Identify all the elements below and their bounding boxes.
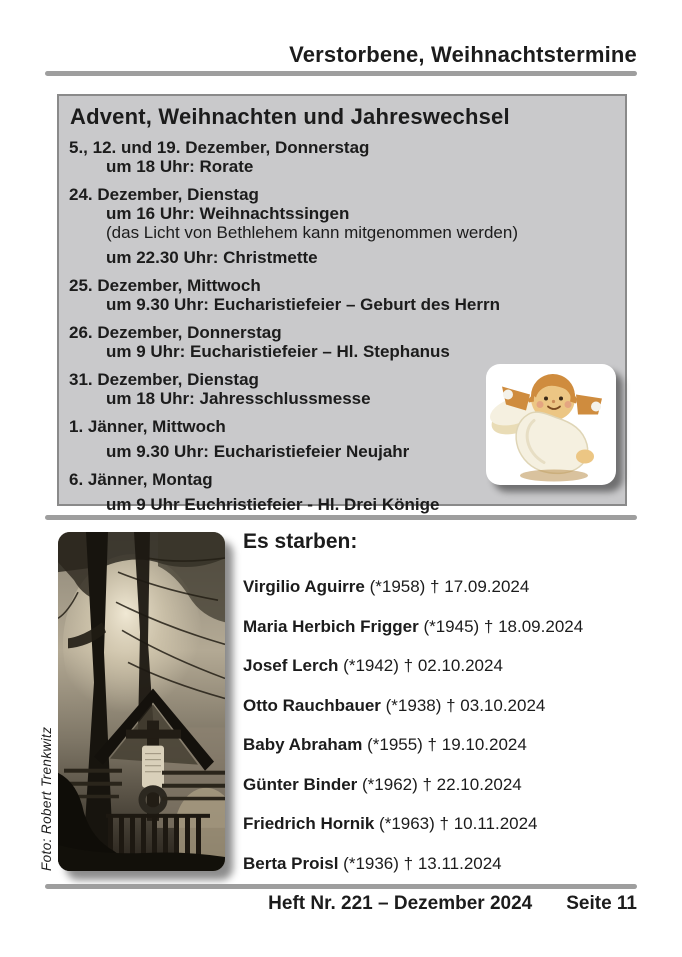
schedule-time-line: um 9 Uhr Euchristiefeier - Hl. Drei Könige (106, 495, 440, 514)
deceased-dates: (*1963) † 10.11.2024 (374, 814, 538, 833)
wayside-cross-photo-illustration (58, 532, 225, 871)
issue-label: Heft Nr. 221 – Dezember 2024 (268, 893, 533, 914)
deceased-dates: (*1955) † 19.10.2024 (362, 735, 527, 754)
photo-credit: Foto: Robert Trenkwitz (39, 726, 54, 871)
schedule-date: 24. Dezember, Dienstag (69, 185, 259, 204)
schedule-box-title: Advent, Weihnachten und Jahreswechsel (70, 104, 510, 129)
death-entry (243, 776, 643, 793)
section-divider (45, 515, 637, 520)
deceased-name: Günter Binder (243, 774, 358, 794)
schedule-time-line: (das Licht von Bethlehem kann mitgenommen werden) (106, 223, 518, 242)
deceased-name: Josef Lerch (243, 656, 339, 675)
deaths-list (243, 578, 643, 894)
schedule-date: 31. Dezember, Dienstag (69, 370, 259, 389)
footer-divider (45, 884, 637, 889)
deceased-name: Friedrich Hornik (243, 814, 375, 833)
schedule-entry (69, 138, 615, 176)
deceased-name: Maria Herbich Frigger (243, 616, 419, 636)
angel-figurine-illustration (486, 364, 616, 485)
schedule-time-line: um 16 Uhr: Weihnachtssingen (106, 204, 350, 223)
deceased-dates: (*1938) † 03.10.2024 (380, 695, 546, 715)
deceased-name: Otto Rauchbauer (243, 695, 381, 715)
memorial-photo (58, 532, 225, 871)
angel-figurine-image (486, 364, 616, 485)
death-entry (243, 815, 643, 832)
deceased-dates: (*1942) † 02.10.2024 (338, 656, 503, 675)
deceased-name: Berta Proisl (243, 853, 339, 873)
schedule-time-line: um 18 Uhr: Jahresschlussmesse (106, 389, 371, 408)
deceased-dates: (*1962) † 22.10.2024 (357, 774, 522, 794)
deceased-dates: (*1945) † 18.09.2024 (418, 616, 584, 636)
page-title: Verstorbene, Weihnachtstermine (289, 42, 637, 67)
death-entry (243, 736, 643, 753)
schedule-date: 6. Jänner, Montag (69, 470, 213, 489)
schedule-time-line: um 22.30 Uhr: Christmette (106, 248, 318, 267)
page-footer (268, 893, 637, 915)
schedule-time-line: um 9.30 Uhr: Eucharistiefeier Neujahr (106, 442, 410, 461)
deceased-name: Virgilio Aguirre (243, 577, 365, 596)
death-entry (243, 855, 643, 872)
deceased-dates: (*1958) † 17.09.2024 (364, 577, 530, 596)
page-number: Seite 11 (566, 893, 637, 914)
schedule-entry (69, 323, 615, 361)
death-entry (243, 697, 643, 714)
header-divider (45, 71, 637, 76)
schedule-entry (69, 276, 615, 314)
deceased-name: Baby Abraham (243, 735, 363, 754)
deceased-dates: (*1936) † 13.11.2024 (338, 853, 502, 873)
deaths-heading: Es starben: (243, 530, 358, 553)
schedule-time-line: um 9.30 Uhr: Eucharistiefeier – Geburt des Herrn (106, 295, 500, 314)
death-entry (243, 618, 643, 635)
death-entry (243, 578, 643, 595)
schedule-box (57, 94, 627, 514)
schedule-date: 26. Dezember, Donnerstag (69, 323, 282, 342)
schedule-date: 5., 12. und 19. Dezember, Donnerstag (69, 138, 370, 157)
schedule-time-line: um 9 Uhr: Eucharistiefeier – Hl. Stephanus (106, 342, 450, 361)
schedule-entry (69, 185, 615, 267)
schedule-date: 25. Dezember, Mittwoch (69, 276, 261, 295)
death-entry (243, 657, 643, 674)
schedule-time-line: um 18 Uhr: Rorate (106, 157, 254, 176)
schedule-date: 1. Jänner, Mittwoch (69, 417, 226, 436)
